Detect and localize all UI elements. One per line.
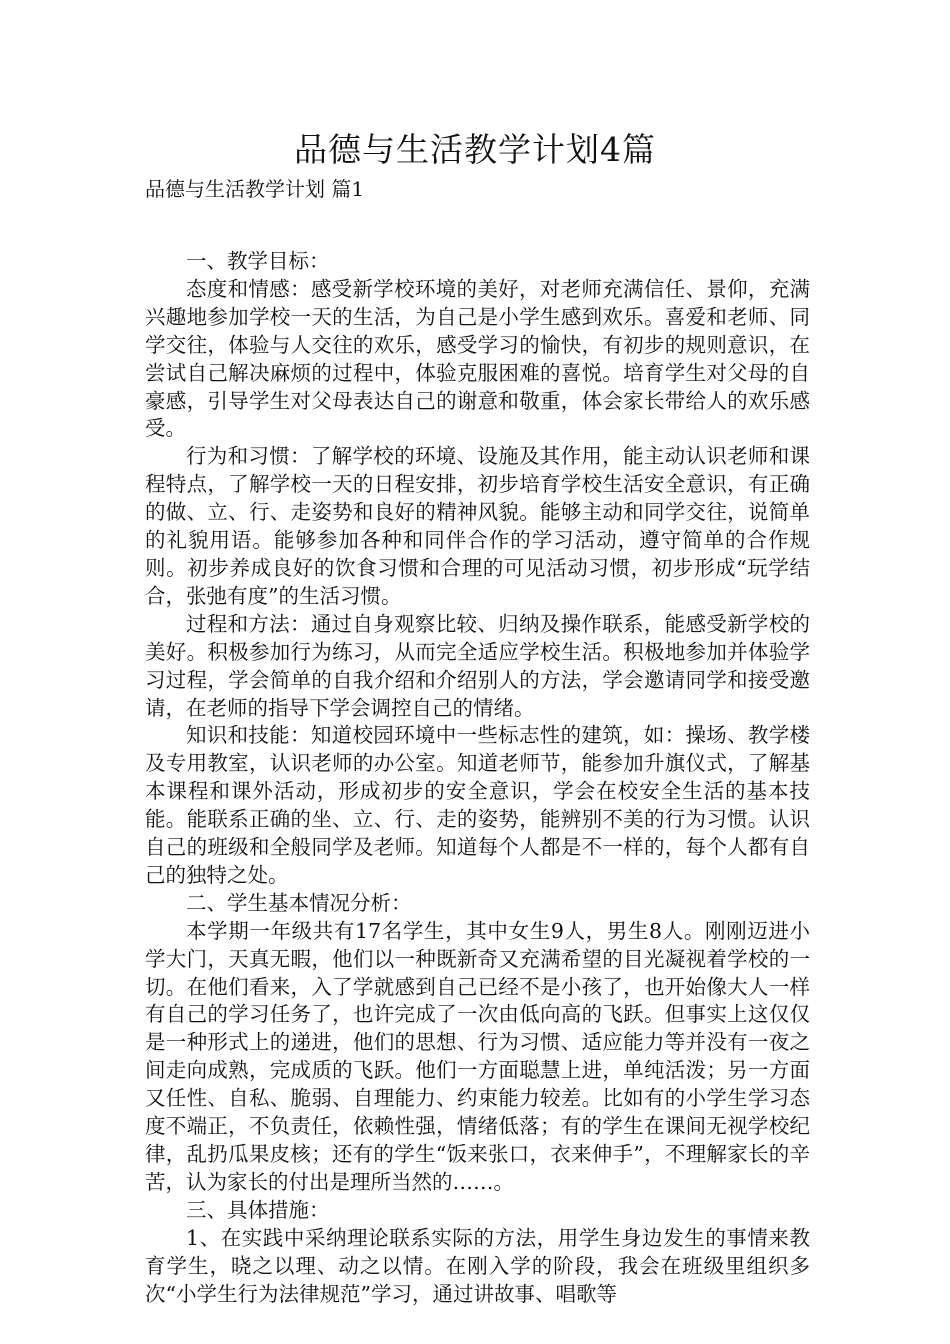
section-heading-students: 二、学生基本情况分析： <box>186 890 412 915</box>
document-subtitle: 品德与生活教学计划 篇1 <box>145 177 365 201</box>
paragraph-measure-1: 1、在实践中采纳理论联系实际的方法，用学生身边发生的事情来教育学生，晓之以理、动之以情。在刚入学的阶段，我会在班级里组织多次“小学生行为法律规范”学习，通过讲故事、唱歌等 <box>145 1225 810 1306</box>
paragraph-behavior: 行为和习惯：了解学校的环境、设施及其作用，能主动认识老师和课程特点，了解学校一天的日程安排，初步培育学校生活安全意识，有正确的做、立、行、走姿势和良好的精神风貌。能够主动和同学交往，说简单的礼貌用语。能够参加各种和同伴合作的学习活动，遵守简单的合作规则。初步养成良好的饮食习惯和合理的可见活动习惯，初步形成“玩学结合，张弛有度”的生活习惯。 <box>145 444 810 608</box>
paragraph-attitude: 态度和情感：感受新学校环境的美好，对老师充满信任、景仰，充满兴趣地参加学校一天的生活，为自己是小学生感到欢乐。喜爱和老师、同学交往，体验与人交往的欢乐，感受学习的愉快，有初步的规则意识，在尝试自己解决麻烦的过程中，体验克服困难的喜悦。培育学生对父母的自豪感，引导学生对父母表达自己的谢意和敬重，体会家长带给人的欢乐感受。 <box>145 276 810 441</box>
paragraph-student-analysis: 本学期一年级共有17名学生，其中女生9人，男生8人。刚刚迈进小学大门，天真无暇，他们以一种既新奇又充满希望的目光凝视着学校的一切。在他们看来，入了学就感到自己已经不是小孩了，也开始像大人一样有自己的学习任务了，也许完成了一次由低向高的飞跃。但事实上这仅仅是一种形式上的递进，他们的思想、行为习惯、适应能力等并没有一夜之间走向成熟，完成质的飞跃。他们一方面聪慧上进，单纯活泼；另一方面又任性、自私、脆弱、自理能力、约束能力较差。比如有的小学生学习态度不端正，不负责任，依赖性强，情绪低落；有的学生在课间无视学校纪律，乱扔瓜果皮核；还有的学生“饭来张口，衣来伸手”，不理解家长的辛苦，认为家长的付出是理所当然的……。 <box>145 918 810 1194</box>
document-body <box>145 248 810 1308</box>
paragraph-knowledge: 知识和技能：知道校园环境中一些标志性的建筑，如：操场、教学楼及专用教室，认识老师的办公室。知道老师节，能参加升旗仪式，了解基本课程和课外活动，形成初步的安全意识，学会在校安全生活的基本技能。能联系正确的坐、立、行、走的姿势，能辨别不美的行为习惯。认识自己的班级和全般同学及老师。知道每个人都是不一样的，每个人都有自己的独特之处。 <box>145 723 810 887</box>
paragraph-process: 过程和方法：通过自身观察比较、归纳及操作联系，能感受新学校的美好。积极参加行为练习，从而完全适应学校生活。积极地参加并体验学习过程，学会简单的自我介绍和介绍别人的方法，学会邀请同学和接受邀请，在老师的指导下学会调控自己的情绪。 <box>145 611 810 720</box>
section-heading-goals: 一、教学目标： <box>186 249 330 273</box>
section-heading-measures: 三、具体措施： <box>186 1197 330 1222</box>
document-title: 品德与生活教学计划4篇 <box>294 130 656 169</box>
